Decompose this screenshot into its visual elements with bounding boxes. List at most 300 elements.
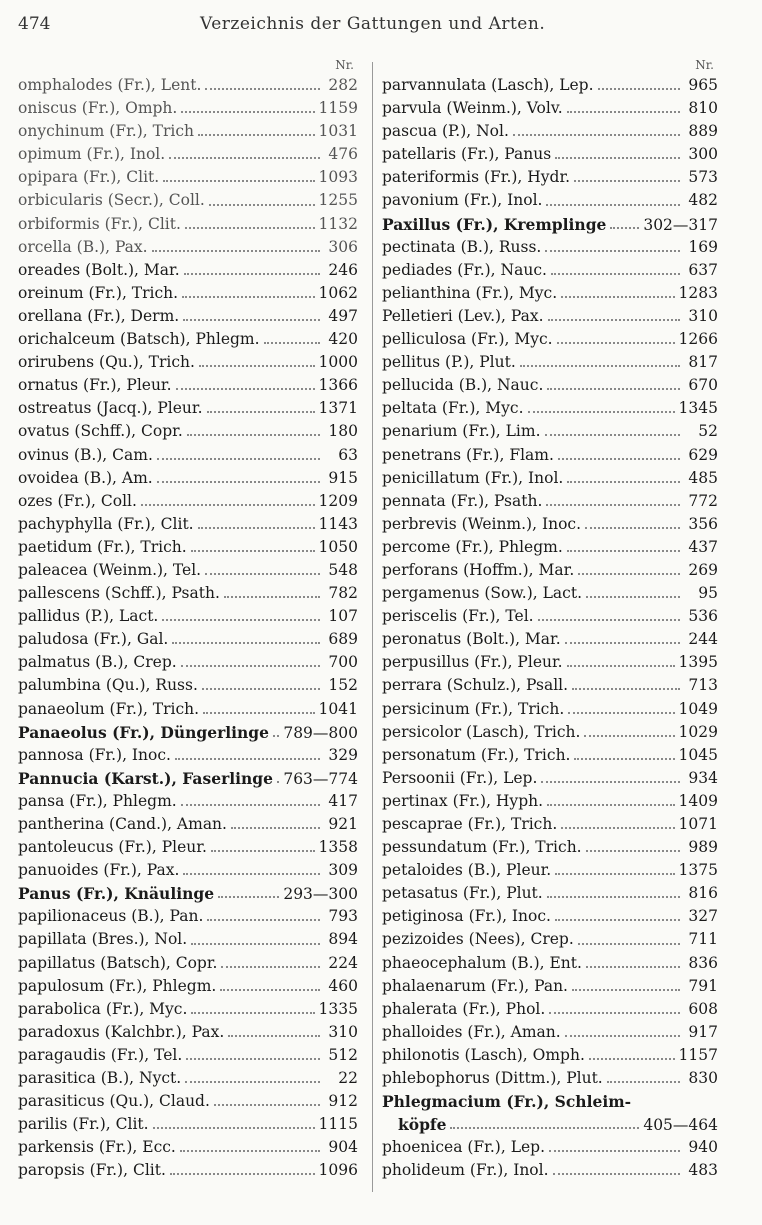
species-name: periscelis (Fr.), Tel. — [382, 607, 534, 626]
species-name: philonotis (Lasch), Omph. — [382, 1045, 585, 1064]
entry-number: 224 — [328, 953, 358, 972]
index-entry — [382, 1113, 718, 1136]
index-entry — [18, 282, 358, 305]
entry-number: 476 — [328, 145, 358, 164]
species-name: Persoonii (Fr.), Lep. — [382, 768, 538, 787]
entry-number: 1062 — [318, 283, 358, 302]
dot-leader — [557, 341, 675, 344]
index-entry — [18, 536, 358, 559]
dot-leader — [558, 457, 680, 460]
entry-number: 1283 — [678, 283, 718, 302]
dot-leader — [182, 295, 314, 298]
entry-number: 1395 — [678, 653, 718, 672]
entry-number: 915 — [328, 468, 358, 487]
entry-number: 608 — [688, 999, 718, 1018]
entry-number: 917 — [688, 1022, 718, 1041]
dot-leader — [185, 1080, 320, 1083]
entry-number: 1115 — [318, 1115, 358, 1134]
dot-leader — [199, 364, 315, 367]
index-entry — [18, 166, 358, 189]
dot-leader — [528, 410, 675, 413]
species-name: pateriformis (Fr.), Hydr. — [382, 168, 571, 187]
index-entry — [18, 1021, 358, 1044]
dot-leader — [264, 341, 320, 344]
dot-leader — [191, 1011, 314, 1014]
index-entry — [18, 721, 358, 744]
species-name: peltata (Fr.), Myc. — [382, 399, 524, 418]
index-entry — [382, 882, 718, 905]
dot-leader — [205, 572, 320, 575]
dot-leader — [207, 918, 320, 921]
entry-number: 536 — [688, 607, 718, 626]
species-name: pectinata (B.), Russ. — [382, 237, 542, 256]
dot-leader — [567, 664, 675, 667]
dot-leader — [538, 618, 680, 621]
entry-number: 700 — [328, 653, 358, 672]
genus-name: köpfe — [398, 1115, 447, 1135]
dot-leader — [578, 572, 680, 575]
entry-number: 1157 — [678, 1045, 718, 1064]
species-name: pascua (P.), Nol. — [382, 122, 509, 141]
dot-leader — [547, 387, 680, 390]
dot-leader — [153, 1126, 315, 1129]
dot-leader — [191, 549, 315, 552]
right-column — [382, 52, 718, 1183]
index-list-left — [18, 74, 358, 1183]
index-entry — [18, 97, 358, 120]
entry-number: 180 — [328, 422, 358, 441]
dot-leader — [209, 203, 315, 206]
dot-leader — [574, 757, 674, 760]
dot-leader — [567, 110, 680, 113]
species-name: palumbina (Qu.), Russ. — [18, 676, 198, 695]
dot-leader — [228, 1034, 320, 1037]
index-entry — [18, 836, 358, 859]
index-entry — [382, 143, 718, 166]
index-entry — [382, 628, 718, 651]
index-entry — [382, 975, 718, 998]
species-name: panuoides (Fr.), Pax. — [18, 861, 180, 880]
index-entry — [18, 213, 358, 236]
dot-leader — [180, 1149, 320, 1152]
dot-leader — [191, 942, 320, 945]
dot-leader — [513, 133, 680, 136]
index-entry — [18, 1067, 358, 1090]
dot-leader — [186, 1057, 320, 1060]
entry-number: 1409 — [678, 791, 718, 810]
dot-leader — [172, 641, 320, 644]
left-column — [18, 52, 358, 1183]
species-name: pennata (Fr.), Psath. — [382, 491, 543, 510]
entry-number: 1132 — [318, 214, 358, 233]
species-name: parvula (Weinm.), Volv. — [382, 99, 563, 118]
species-name: pachyphylla (Fr.), Clit. — [18, 514, 194, 533]
index-entry — [18, 236, 358, 259]
index-entry — [18, 1136, 358, 1159]
dot-leader — [162, 618, 320, 621]
column-divider — [372, 62, 373, 1192]
species-name: pessundatum (Fr.), Trich. — [382, 838, 582, 857]
species-name: paropsis (Fr.), Clit. — [18, 1161, 166, 1180]
index-entry — [382, 1136, 718, 1159]
entry-number: 107 — [328, 607, 358, 626]
species-name: peronatus (Bolt.), Mar. — [382, 630, 561, 649]
index-entry — [382, 744, 718, 767]
species-name: phoenicea (Fr.), Lep. — [382, 1138, 546, 1157]
index-entry — [382, 351, 718, 374]
entry-number: 293—300 — [283, 885, 358, 904]
dot-leader — [607, 1080, 680, 1083]
index-entry — [382, 952, 718, 975]
entry-number: 485 — [688, 468, 718, 487]
entry-number: 1366 — [318, 376, 358, 395]
species-name: phaeocephalum (B.), Ent. — [382, 953, 582, 972]
index-entry — [18, 952, 358, 975]
species-name: parasiticus (Qu.), Claud. — [18, 1092, 210, 1111]
species-name: pellitus (P.), Plut. — [382, 353, 516, 372]
entry-number: 1358 — [318, 838, 358, 857]
index-entry — [18, 1044, 358, 1067]
dot-leader — [221, 965, 320, 968]
index-entry — [18, 698, 358, 721]
entry-number: 269 — [688, 560, 718, 579]
index-entry — [18, 605, 358, 628]
entry-number: 689 — [328, 630, 358, 649]
index-entry — [18, 674, 358, 697]
species-name: papilionaceus (B.), Pan. — [18, 907, 204, 926]
species-name: palmatus (B.), Crep. — [18, 653, 177, 672]
entry-number: 711 — [688, 930, 718, 949]
entry-number: 1335 — [318, 999, 358, 1018]
index-entry — [382, 166, 718, 189]
dot-leader — [561, 295, 674, 298]
species-name: papillata (Bres.), Nol. — [18, 930, 188, 949]
index-entry — [382, 1090, 718, 1113]
entry-number: 152 — [328, 676, 358, 695]
entry-number: 306 — [328, 237, 358, 256]
dot-leader — [205, 87, 320, 90]
index-entry — [382, 282, 718, 305]
genus-name: Panaeolus (Fr.), Düngerlinge — [18, 722, 269, 742]
species-name: personatum (Fr.), Trich. — [382, 745, 571, 764]
dot-leader — [218, 895, 279, 898]
species-name: orichalceum (Batsch), Phlegm. — [18, 330, 260, 349]
dot-leader — [181, 110, 314, 113]
index-entry — [18, 351, 358, 374]
species-name: pediades (Fr.), Nauc. — [382, 260, 547, 279]
entry-number: 1255 — [318, 191, 358, 210]
dot-leader — [203, 711, 314, 714]
species-name: orbiformis (Fr.), Clit. — [18, 214, 181, 233]
entry-number: 763—774 — [283, 769, 358, 788]
index-entry — [382, 513, 718, 536]
entry-number: 512 — [328, 1045, 358, 1064]
entry-number: 989 — [688, 838, 718, 857]
species-name: perpusillus (Fr.), Pleur. — [382, 653, 563, 672]
entry-number: 1029 — [678, 722, 718, 741]
entry-number: 713 — [688, 676, 718, 695]
dot-leader — [555, 872, 674, 875]
dot-leader — [548, 318, 680, 321]
species-name: paleacea (Weinm.), Tel. — [18, 560, 202, 579]
dot-leader — [585, 526, 680, 529]
nr-column-label: Nr. — [695, 58, 714, 72]
species-name: perrara (Schulz.), Psall. — [382, 676, 569, 695]
species-name: petiginosa (Fr.), Inoc. — [382, 907, 551, 926]
dot-leader — [176, 387, 315, 390]
species-name: orbicularis (Secr.), Coll. — [18, 191, 205, 210]
species-name: pezizoides (Nees), Crep. — [382, 930, 574, 949]
index-entry — [18, 905, 358, 928]
species-name: ovoidea (B.), Am. — [18, 468, 153, 487]
index-entry — [382, 651, 718, 674]
species-name: pannosa (Fr.), Inoc. — [18, 745, 171, 764]
dot-leader — [169, 156, 320, 159]
species-name: perforans (Hoffm.), Mar. — [382, 560, 575, 579]
genus-name: Phlegmacium (Fr.), Schleim- — [382, 1092, 632, 1112]
genus-name: Pannucia (Karst.), Faserlinge — [18, 768, 273, 788]
dot-leader — [549, 1149, 680, 1152]
species-name: oreades (Bolt.), Mar. — [18, 260, 180, 279]
entry-number: 1031 — [318, 122, 358, 141]
entry-number: 437 — [688, 537, 718, 556]
species-name: orcella (B.), Pax. — [18, 237, 148, 256]
dot-leader — [546, 203, 680, 206]
index-entry — [18, 559, 358, 582]
dot-leader — [574, 179, 680, 182]
species-name: paragaudis (Fr.), Tel. — [18, 1045, 183, 1064]
dot-leader — [198, 133, 315, 136]
dot-leader — [586, 849, 680, 852]
entry-number: 300 — [688, 145, 718, 164]
dot-leader — [181, 664, 320, 667]
entry-number: 417 — [328, 791, 358, 810]
dot-leader — [547, 895, 680, 898]
entry-number: 22 — [338, 1069, 358, 1088]
index-entry — [18, 444, 358, 467]
index-entry — [382, 420, 718, 443]
dot-leader — [183, 872, 320, 875]
species-name: parabolica (Fr.), Myc. — [18, 999, 188, 1018]
dot-leader — [545, 249, 680, 252]
dot-leader — [567, 480, 680, 483]
entry-number: 1000 — [318, 353, 358, 372]
nr-column-label: Nr. — [335, 58, 354, 72]
index-entry — [382, 1021, 718, 1044]
entry-number: 405—464 — [643, 1116, 718, 1135]
entry-number: 310 — [688, 306, 718, 325]
dot-leader — [211, 849, 315, 852]
entry-number: 889 — [688, 122, 718, 141]
index-entry — [18, 651, 358, 674]
dot-leader — [586, 965, 680, 968]
entry-number: 816 — [688, 884, 718, 903]
index-entry — [382, 74, 718, 97]
index-entry — [382, 97, 718, 120]
dot-leader — [277, 780, 279, 783]
entry-number: 793 — [328, 907, 358, 926]
index-entry — [18, 467, 358, 490]
dot-leader — [584, 734, 674, 737]
entry-number: 420 — [328, 330, 358, 349]
entry-number: 482 — [688, 191, 718, 210]
entry-number: 904 — [328, 1138, 358, 1157]
dot-leader — [567, 549, 680, 552]
species-name: pantoleucus (Fr.), Pleur. — [18, 838, 207, 857]
index-entry — [382, 236, 718, 259]
index-entry — [382, 444, 718, 467]
entry-number: 1096 — [318, 1161, 358, 1180]
species-name: parkensis (Fr.), Ecc. — [18, 1138, 176, 1157]
species-name: pholideum (Fr.), Inol. — [382, 1161, 549, 1180]
index-list-right — [382, 74, 718, 1183]
dot-leader — [610, 226, 639, 229]
entry-number: 310 — [328, 1022, 358, 1041]
species-name: oreinum (Fr.), Trich. — [18, 283, 179, 302]
dot-leader — [224, 595, 320, 598]
entry-number: 629 — [688, 445, 718, 464]
species-name: oniscus (Fr.), Omph. — [18, 99, 178, 118]
species-name: parvannulata (Lasch), Lep. — [382, 76, 594, 94]
index-entry — [382, 397, 718, 420]
index-entry — [18, 420, 358, 443]
species-name: papulosum (Fr.), Phlegm. — [18, 976, 217, 995]
entry-number: 63 — [338, 445, 358, 464]
genus-name: Panus (Fr.), Knäulinge — [18, 884, 215, 904]
species-name: persicolor (Lasch), Trich. — [382, 722, 581, 741]
index-entry — [382, 698, 718, 721]
entry-number: 965 — [688, 76, 718, 94]
dot-leader — [561, 826, 674, 829]
index-entry — [382, 120, 718, 143]
species-name: pansa (Fr.), Phlegm. — [18, 791, 177, 810]
species-name: percome (Fr.), Phlegm. — [382, 537, 563, 556]
dot-leader — [586, 595, 680, 598]
species-name: phalloides (Fr.), Aman. — [382, 1022, 561, 1041]
entry-number: 1143 — [318, 514, 358, 533]
index-entry — [18, 975, 358, 998]
page-number: 474 — [18, 14, 51, 34]
dot-leader — [157, 457, 320, 460]
species-name: ovatus (Schff.), Copr. — [18, 422, 183, 441]
index-entry — [382, 905, 718, 928]
entry-number: 1041 — [318, 699, 358, 718]
index-entry — [18, 813, 358, 836]
index-entry — [18, 1159, 358, 1182]
species-name: pallescens (Schff.), Psath. — [18, 584, 220, 603]
species-name: pertinax (Fr.), Hyph. — [382, 791, 544, 810]
index-entry — [18, 859, 358, 882]
dot-leader — [152, 249, 320, 252]
species-name: ornatus (Fr.), Pleur. — [18, 376, 172, 395]
species-name: omphalodes (Fr.), Lent. — [18, 76, 202, 94]
index-entry — [382, 1067, 718, 1090]
index-entry — [382, 1159, 718, 1182]
index-entry — [18, 143, 358, 166]
species-name: pallidus (P.), Lact. — [18, 607, 159, 626]
species-name: penicillatum (Fr.), Inol. — [382, 468, 564, 487]
entry-number: 169 — [688, 237, 718, 256]
entry-number: 1159 — [318, 99, 358, 118]
index-entry — [18, 259, 358, 282]
index-entry — [18, 490, 358, 513]
species-name: penarium (Fr.), Lim. — [382, 422, 541, 441]
entry-number: 1045 — [678, 745, 718, 764]
species-name: opipara (Fr.), Clit. — [18, 168, 160, 187]
dot-leader — [273, 734, 279, 737]
dot-leader — [547, 803, 675, 806]
index-entry — [382, 790, 718, 813]
index-entry — [382, 490, 718, 513]
index-entry — [382, 674, 718, 697]
index-entry — [18, 74, 358, 97]
entry-number: 327 — [688, 907, 718, 926]
dot-leader — [183, 318, 320, 321]
species-name: opimum (Fr.), Inol. — [18, 145, 166, 164]
species-name: Pelletieri (Lev.), Pax. — [382, 306, 544, 325]
entry-number: 637 — [688, 260, 718, 279]
entry-number: 246 — [328, 260, 358, 279]
index-entry — [382, 767, 718, 790]
index-entry — [382, 259, 718, 282]
entry-number: 836 — [688, 953, 718, 972]
index-entry — [18, 1113, 358, 1136]
entry-number: 791 — [688, 976, 718, 995]
dot-leader — [214, 1103, 320, 1106]
index-entry — [382, 305, 718, 328]
dot-leader — [220, 988, 320, 991]
species-name: petasatus (Fr.), Plut. — [382, 884, 543, 903]
entry-number: 1093 — [318, 168, 358, 187]
species-name: pescaprae (Fr.), Trich. — [382, 815, 558, 833]
dot-leader — [572, 988, 680, 991]
index-entry — [382, 374, 718, 397]
index-entry — [382, 998, 718, 1021]
species-name: paradoxus (Kalchbr.), Pax. — [18, 1022, 225, 1041]
index-entry — [382, 928, 718, 951]
index-entry — [382, 467, 718, 490]
index-entry — [382, 721, 718, 744]
entry-number: 830 — [688, 1069, 718, 1088]
dot-leader — [546, 503, 680, 506]
index-entry — [382, 605, 718, 628]
entry-number: 1049 — [678, 699, 718, 718]
entry-number: 934 — [688, 768, 718, 787]
entry-number: 670 — [688, 376, 718, 395]
dot-leader — [175, 757, 320, 760]
dot-leader — [545, 433, 680, 436]
running-title: Verzeichnis der Gattungen und Arten. — [200, 14, 546, 34]
index-entry — [382, 582, 718, 605]
dot-leader — [555, 156, 680, 159]
dot-leader — [541, 780, 680, 783]
species-name: pellucida (B.), Nauc. — [382, 376, 544, 395]
entry-number: 573 — [688, 168, 718, 187]
entry-number: 52 — [698, 422, 718, 441]
species-name: panaeolum (Fr.), Trich. — [18, 699, 200, 718]
index-entry — [382, 1044, 718, 1067]
entry-number: 782 — [328, 584, 358, 603]
entry-number: 817 — [688, 353, 718, 372]
species-name: ozes (Fr.), Coll. — [18, 491, 137, 510]
dot-leader — [231, 826, 320, 829]
entry-number: 309 — [328, 861, 358, 880]
dot-leader — [598, 87, 680, 90]
index-entry — [382, 559, 718, 582]
species-name: pantherina (Cand.), Aman. — [18, 815, 227, 833]
index-entry — [18, 189, 358, 212]
species-name: ovinus (B.), Cam. — [18, 445, 153, 464]
